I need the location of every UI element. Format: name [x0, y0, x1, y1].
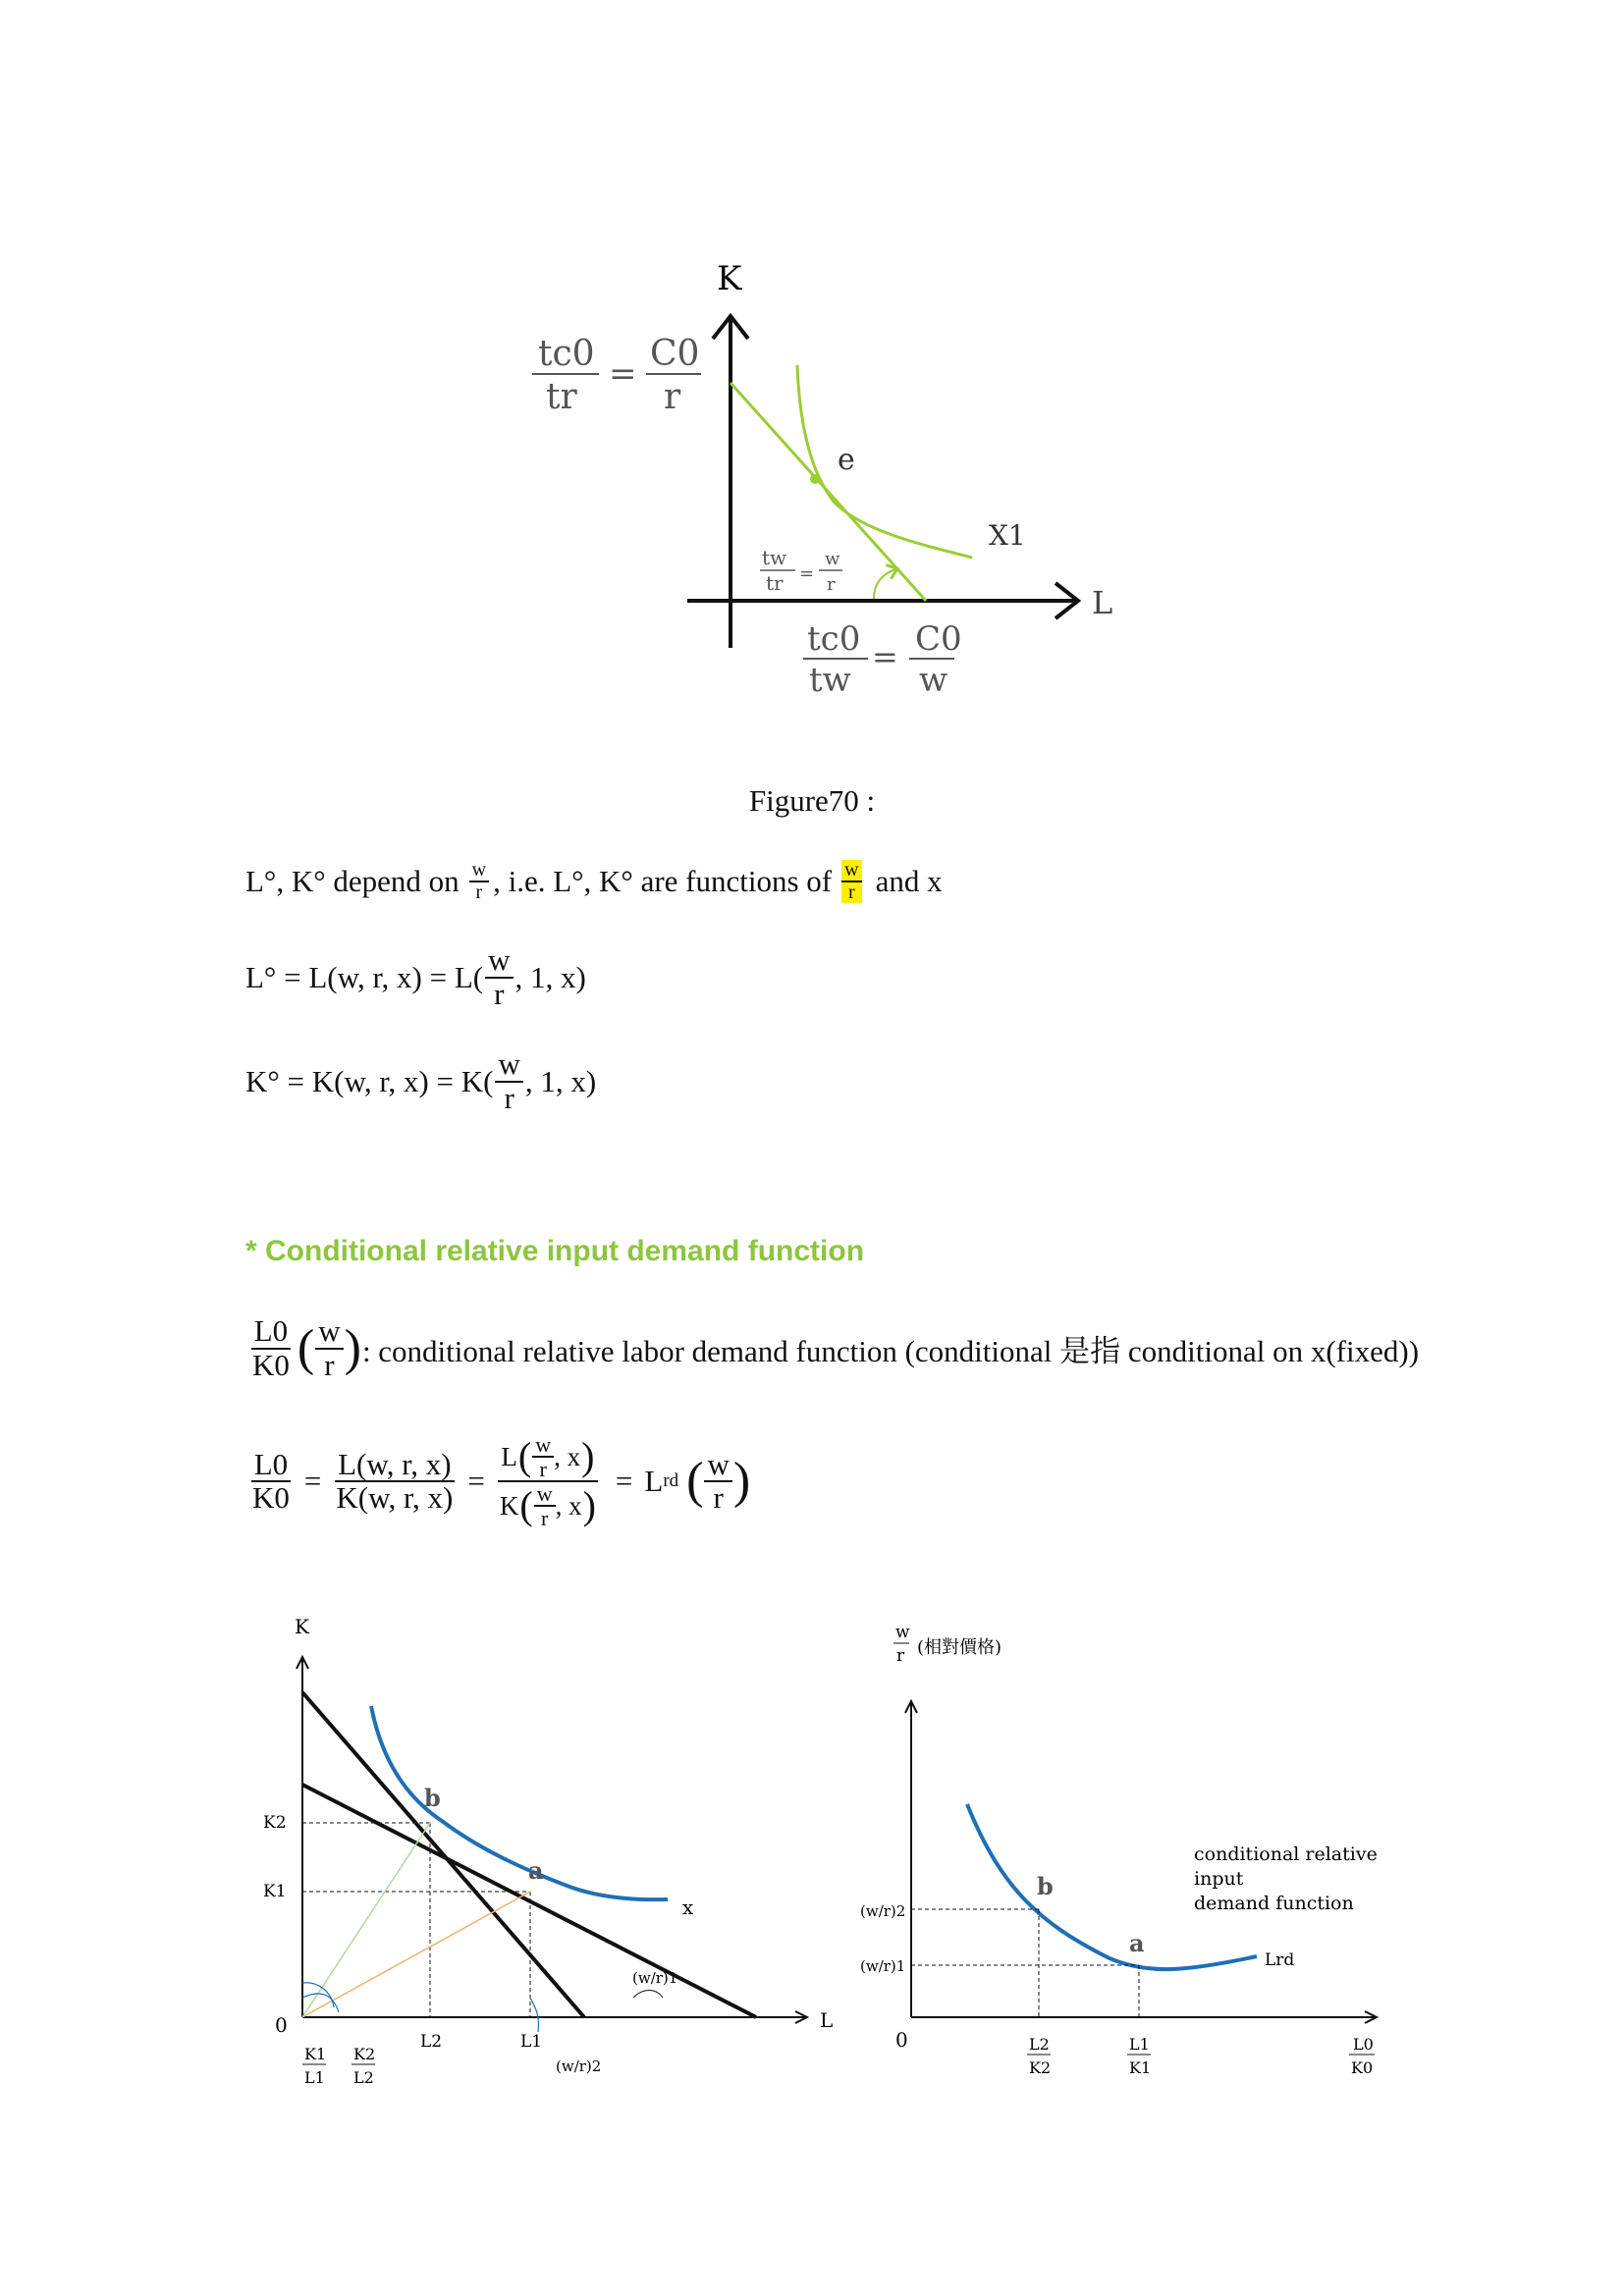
isoquant-label: X1 — [989, 519, 1026, 552]
svg-text:r: r — [896, 1646, 905, 1666]
svg-text:C0: C0 — [915, 619, 962, 659]
svg-text:K0: K0 — [1351, 2058, 1374, 2077]
point-a-label: a — [1129, 1929, 1145, 1957]
svg-text:tw: tw — [809, 661, 851, 700]
x-axis-label — [1349, 2035, 1375, 2077]
svg-text:=: = — [609, 354, 637, 394]
equation-l0: L° = L(w, r, x) = L( $\frac{w}{r}$ , 1, x) — [245, 942, 586, 1011]
x1-label — [1127, 2035, 1151, 2077]
y2-label: (w/r)2 — [860, 1902, 906, 1920]
l1-label: L1 — [520, 2032, 543, 2052]
svg-text:w: w — [919, 661, 948, 700]
isoquant-label: x — [682, 1896, 694, 1919]
figure-caption: Figure70 : — [748, 783, 876, 818]
point-a-label: a — [528, 1856, 544, 1885]
ray-to-a — [302, 1892, 530, 2017]
svg-text:demand function: demand function — [1194, 1893, 1354, 1914]
svg-text:tc0: tc0 — [538, 334, 595, 374]
svg-text:L2: L2 — [1029, 2035, 1050, 2054]
ratio-k2-l2 — [352, 2045, 375, 2087]
slope-arrow — [874, 569, 895, 599]
origin-label: 0 — [275, 2013, 288, 2037]
section-heading: * Conditional relative input demand function — [245, 1235, 865, 1267]
curve-label: Lrd — [1265, 1950, 1295, 1970]
svg-text:(相對價格): (相對價格) — [917, 1637, 1002, 1658]
k2-label: K2 — [263, 1813, 287, 1833]
svg-text:=: = — [799, 563, 815, 584]
y-axis-label — [893, 1623, 1001, 1666]
svg-text:K1: K1 — [304, 2045, 327, 2063]
svg-text:C0: C0 — [650, 334, 700, 374]
svg-text:K2: K2 — [353, 2045, 376, 2063]
l-axis-label: L — [1092, 584, 1113, 621]
point-b-label: b — [1037, 1872, 1054, 1900]
isoquant-two-prices-diagram — [245, 1610, 854, 2101]
svg-text:L2: L2 — [353, 2068, 374, 2087]
depend-line: L°, K° depend on $\frac{w}{r}$ , i.e. L°, K° are functions of $\frac{w}{r}$ and x — [245, 859, 943, 903]
k-axis-label: K — [717, 259, 742, 298]
svg-text:w: w — [895, 1623, 910, 1642]
svg-text:r: r — [827, 574, 836, 595]
l-axis-label: L — [820, 2008, 834, 2032]
k-axis-label: K — [295, 1615, 309, 1638]
svg-text:w: w — [825, 549, 840, 569]
equation-relative-demand: $\frac{L0}{K0}$ = $\frac{L(w, r, x)}{K(w, r, x)}$ = L ( $\frac{w}{r}$ , x ) K ( $\frac{w}{r}$ , x ) = L rd ( $\frac{w}{r}$ ) — [252, 1432, 751, 1531]
definition-line: $\frac{L0}{K0}$ ( $\frac{w}{r}$ ) : conditional relative labor demand function (conditional 是指 conditional on x(fixed)) — [252, 1313, 1420, 1382]
ratio-k1-l1 — [302, 2045, 326, 2087]
point-b-label: b — [424, 1784, 441, 1812]
l-intercept-formula — [803, 619, 962, 700]
svg-text:tr: tr — [766, 571, 784, 595]
relative-demand-diagram — [854, 1610, 1404, 2101]
svg-text:tr: tr — [546, 377, 577, 417]
svg-text:=: = — [872, 638, 898, 675]
svg-text:K1: K1 — [1129, 2058, 1152, 2077]
ray-to-b — [302, 1823, 430, 2017]
svg-text:tc0: tc0 — [807, 619, 861, 659]
equation-k0: K° = K(w, r, x) = K( $\frac{w}{r}$ , 1, x) — [245, 1046, 597, 1115]
isoquant-x — [371, 1706, 668, 1899]
svg-text:input: input — [1194, 1868, 1244, 1890]
svg-text:tw: tw — [762, 546, 787, 569]
l2-label: L2 — [420, 2032, 443, 2052]
y1-label: (w/r)1 — [860, 1957, 906, 1975]
x2-label — [1027, 2035, 1051, 2077]
svg-text:L1: L1 — [1129, 2035, 1150, 2054]
slope-2-label: (w/r)2 — [556, 2057, 602, 2075]
tangency-point — [810, 474, 820, 484]
svg-text:L1: L1 — [304, 2068, 325, 2087]
svg-text:K2: K2 — [1029, 2058, 1052, 2077]
svg-text:conditional relative: conditional relative — [1194, 1843, 1378, 1865]
k1-label: K1 — [263, 1882, 287, 1901]
isoquant-curve — [797, 365, 972, 558]
point-e-label: e — [838, 443, 855, 477]
svg-text:L0: L0 — [1353, 2035, 1374, 2054]
slope-1-label: (w/r)1 — [632, 1969, 678, 1987]
svg-text:r: r — [664, 377, 681, 417]
origin-label: 0 — [895, 2028, 908, 2052]
curve-annotation — [1194, 1843, 1378, 1914]
highlighted-fraction: $\frac{w}{r}$ — [841, 860, 861, 903]
slope-formula — [760, 546, 842, 595]
figure70-diagram — [511, 245, 1139, 717]
k-intercept-formula — [532, 334, 701, 417]
